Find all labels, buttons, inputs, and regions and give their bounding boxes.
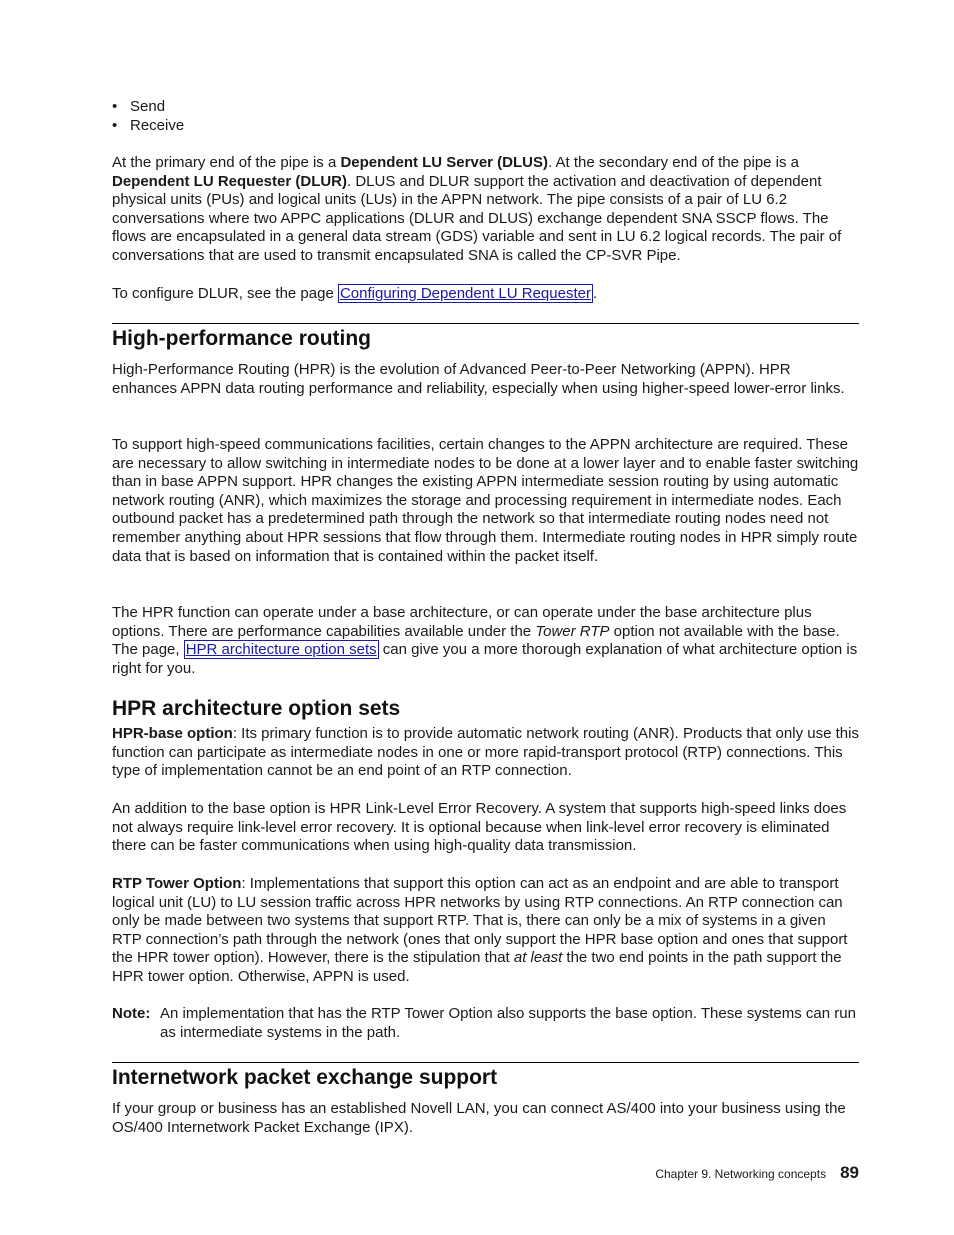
paragraph-ipx: If your group or business has an established Novell LAN, you can connect AS/400 into your business using the OS/400 Internetwork Packet Exchange (IPX). xyxy=(112,1100,846,1136)
page-footer xyxy=(112,1163,859,1183)
hpr-option-sets-link[interactable]: HPR architecture option sets xyxy=(185,641,377,659)
note-text: An implementation that has the RTP Tower Option also supports the base option. These systems can run as intermediate systems in the path. xyxy=(160,1005,856,1041)
paragraph-hpr-options: The HPR function can operate under a base architecture, or can operate under the base architecture plus options. There are performance capabilities available under the Tower RTP option not available with the base. The page, HPR architecture option sets can give you a more thorough explanation of what architecture option is right for you. xyxy=(112,604,858,677)
heading-high-performance-routing: High-performance routing xyxy=(112,327,372,350)
heading-internetwork-packet-exchange: Internetwork packet exchange support xyxy=(112,1066,498,1089)
page-number: 89 xyxy=(840,1163,859,1182)
section-divider xyxy=(112,323,859,324)
list-item: • Receive xyxy=(112,116,185,134)
list-item: • Send xyxy=(112,98,166,115)
bullet-icon: • xyxy=(112,98,118,115)
paragraph-dlus: At the primary end of the pipe is a Dependent LU Server (DLUS). At the secondary end of the pipe is a Dependent LU Requester (DLUR). DLUS and DLUR support the activation and deactivation of dependent physical units (PUs) and logical units (LUs) in the APPN network. The pipe consists of a pair of LU 6.2 conversations where two APPC applications (DLUR and DLUS) exchange dependent SNA SSCP flows. The flows are encapsulated in a general data stream (GDS) variable and sent in LU 6.2 logical records. The pair of conversations that are used to transmit encapsulated SNA is called the CP-SVR Pipe. xyxy=(112,154,842,264)
paragraph-link-level-recovery: An addition to the base option is HPR Link-Level Error Recovery. A system that supports high-speed links does not always require link-level error recovery. It is optional because when link-level error recovery is eliminated there can be faster communications when using high-quality data transmission. xyxy=(112,800,847,855)
note-label: Note: xyxy=(112,1005,151,1022)
bullet-icon: • xyxy=(112,116,118,134)
paragraph-hpr-intro: High-Performance Routing (HPR) is the evolution of Advanced Peer-to-Peer Networking (APPN). HPR enhances APPN data routing performance and reliability, especially when using higher-speed lower-error links. xyxy=(112,361,845,397)
chapter-label: Chapter 9. Networking concepts xyxy=(655,1167,827,1181)
paragraph-hpr-details: To support high-speed communications facilities, certain changes to the APPN architecture are required. These are necessary to allow switching in intermediate nodes to be done at a lower layer and to enable faster switching than in base APPN support. HPR changes the existing APPN intermediate session routing by using automatic network routing (ANR), which maximizes the storage and processing requirement in intermediate nodes. Each outbound packet has a predetermined path through the network so that intermediate routing nodes need not remember anything about HPR sessions that flow through them. Intermediate routing nodes in HPR simply route data that is based on information that is contained within the packet itself. xyxy=(112,436,859,565)
bullet-list xyxy=(112,98,184,135)
configure-dlur-link[interactable]: Configuring Dependent LU Requester xyxy=(339,285,591,302)
paragraph-configure-dlur: To configure DLUR, see the page Configuring Dependent LU Requester . xyxy=(112,285,598,302)
heading-hpr-architecture-option-sets: HPR architecture option sets xyxy=(112,697,401,720)
paragraph-hpr-base: HPR-base option: Its primary function is to provide automatic network routing (ANR). Products that only use this function can participate as intermediate nodes in one or more rapid-transport protocol (RTP) connections. This type of implementation cannot be an end point of an RTP connection. xyxy=(112,725,859,780)
section-divider xyxy=(112,1062,859,1063)
paragraph-rtp-tower: RTP Tower Option: Implementations that support this option can act as an endpoint and are able to transport logical unit (LU) to LU session traffic across HPR networks by using RTP connections. An RTP connection can only be made between two systems that support RTP. That is, there can only be a mix of systems in a given RTP connection’s path through the network (ones that only support the HPR base option and ones that support the HPR tower option). However, there is the stipulation that at least the two end points in the path support the HPR tower option. Otherwise, APPN is used. xyxy=(112,875,848,985)
